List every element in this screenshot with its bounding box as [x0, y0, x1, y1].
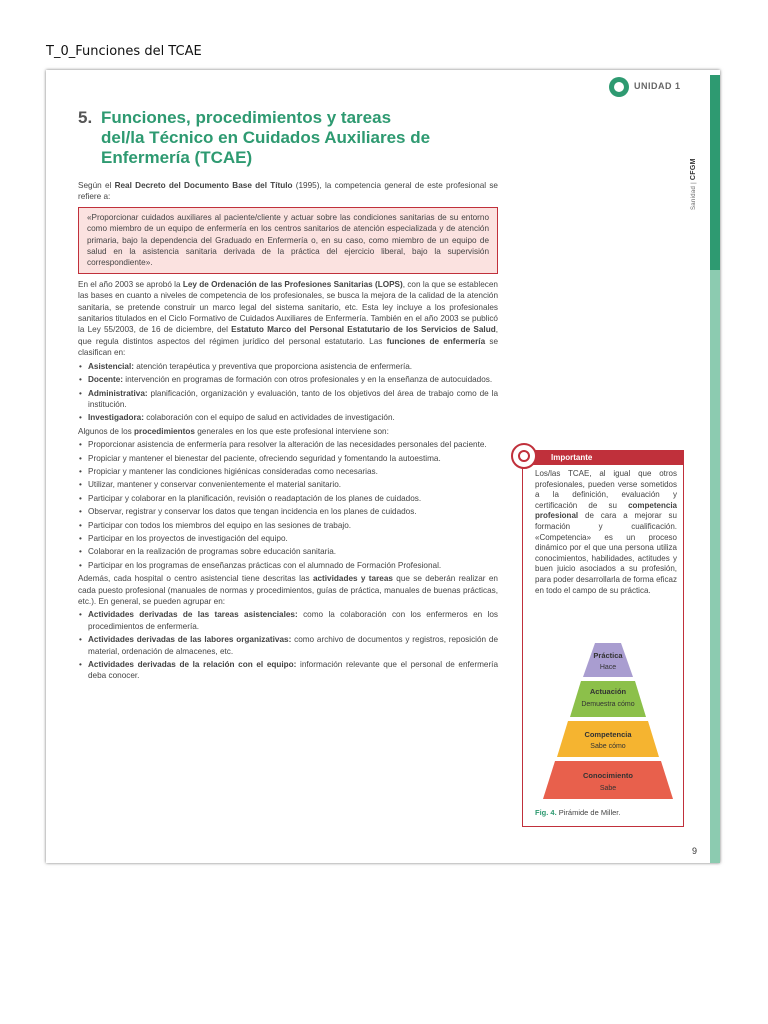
pyramid-level-2-sub: Demuestra cómo — [581, 701, 635, 708]
text-run: Los/las TCAE, al igual que otros profesionales, pueden verse sometidos a la definición, evaluación y certificación de su — [535, 469, 677, 510]
important-text — [523, 465, 683, 596]
list-item: • Participar en los proyectos de investigación del equipo. — [78, 533, 498, 544]
list-text: información relevante que el personal de enfermería deba conocer. — [88, 660, 498, 681]
text-run: , que regula distintos aspectos del régimen jurídico del personal estatutario. Las — [78, 325, 498, 346]
list-term: Actividades derivadas de las tareas asistenciales: — [88, 610, 298, 620]
figure-label: Fig. 4. — [535, 808, 557, 817]
list-term: Actividades derivadas de la relación con el equipo: — [88, 660, 297, 670]
text-run: de cara a mejorar su formación y cualificación. «Competencia» es un proceso dinámico por el que una persona utiliza conocimientos, habilidades, actitudes y buen juicio asociados a su profesión, para poder desarrollarla de forma eficaz en todo el campo de su práctica. — [535, 511, 677, 595]
side-label-bold: CFGM — [690, 158, 697, 181]
unit-logo-icon — [609, 77, 629, 97]
text-run: que se deberán realizar en cada puesto profesional (manuales de normas y procedimientos, guías de práctica, manuales de buenas prácticas, etc.). En general, se pueden agrupar en: — [78, 574, 498, 606]
list-item: • Participar en los programas de enseñanzas prácticas con el alumnado de Formación Profesional. — [78, 560, 498, 571]
actividades-list — [78, 609, 498, 681]
lops-paragraph — [78, 279, 498, 359]
text-run: se clasifican en: — [78, 336, 498, 358]
side-label-plain: Sanidad — [691, 185, 697, 210]
list-term: Administrativa: — [88, 388, 148, 398]
list-item — [78, 634, 498, 657]
pyramid-level-2-title: Actuación — [589, 687, 627, 696]
list-item: • Observar, registrar y conservar los datos que tengan incidencia en los planes de cuidados. — [78, 506, 498, 517]
side-band-light — [710, 270, 720, 863]
list-text: atención terapéutica y preventiva que proporciona asistencia de enfermería. — [133, 361, 413, 371]
list-item: • Participar con todos los miembros del equipo en las sesiones de trabajo. — [78, 520, 498, 531]
text-run-bold: Real Decreto del Documento Base del Título — [114, 181, 293, 190]
text-run-bold: funciones de enfermería — [386, 336, 486, 346]
list-item: • Participar y colaborar en la planificación, revisión o readaptación de los planes de cuidados. — [78, 493, 498, 504]
list-item: • Propiciar y mantener el bienestar del paciente, ofreciendo seguridad y fomentando la autoestima. — [78, 453, 498, 464]
main-text-column — [78, 180, 498, 684]
procedimientos-list — [78, 439, 498, 571]
list-term: Docente: — [88, 375, 124, 385]
pyramid-level-3-shape — [557, 721, 659, 757]
text-run-bold: procedimientos — [134, 426, 195, 436]
list-text: colaboración con el equipo de salud en actividades de investigación. — [143, 413, 395, 423]
list-text: planificación, organización y evaluación, tanto de los objetivos del área de trabajo como de la institución. — [88, 388, 498, 409]
text-run-bold: actividades y tareas — [312, 574, 393, 584]
section-number: 5. — [78, 108, 93, 127]
list-item — [78, 412, 498, 423]
list-text: intervención en programas de formación con otros profesionales y en la enseñanza de autocuidados. — [123, 375, 493, 385]
miller-pyramid — [543, 641, 673, 801]
text-run-bold: Estatuto Marco del Personal Estatutario de los Servicios de Salud — [231, 325, 496, 335]
text-run: Algunos de los — [78, 426, 134, 436]
side-label: Sanidad | CFGM — [690, 158, 697, 210]
text-run: generales en los que este profesional interviene son: — [194, 426, 389, 436]
side-band-dark — [710, 75, 720, 270]
definition-quote: «Proporcionar cuidados auxiliares al paciente/cliente y actuar sobre las condiciones sanitarias de su entorno como miembro de un equipo de enfermería en los centros sanitarios de atención especializada y de atención primaria, bajo la dependencia del Graduado en Enfermería o, en su caso, como miembro de un equipo de salud en la asistencia sanitaria derivada de la práctica del ejercicio liberal, bajo la supervisión correspondiente». — [78, 207, 498, 274]
list-term: Actividades derivadas de las labores organizativas: — [88, 635, 292, 645]
list-item — [78, 361, 498, 372]
text-run: En el año 2003 se aprobó la — [78, 279, 183, 289]
figure-caption — [535, 808, 620, 817]
list-item — [78, 659, 498, 682]
list-text: como la colaboración con los enfermeros en los procedimientos de enfermería. — [88, 610, 498, 631]
text-run: Según el — [78, 181, 115, 190]
list-item — [78, 609, 498, 632]
intro-paragraph — [78, 180, 498, 203]
important-box — [522, 450, 684, 827]
important-heading: Importante — [523, 451, 683, 465]
document-title: T_0_Funciones del TCAE — [46, 44, 202, 59]
list-item: • Proporcionar asistencia de enfermería para resolver la alteración de las necesidades personales del paciente. — [78, 439, 498, 450]
list-text: como archivo de documentos y registros, reposición de material, ordenación de almacenes, etc. — [88, 635, 498, 656]
text-run-bold: Ley de Ordenación de las Profesiones Sanitarias (LOPS) — [182, 279, 403, 289]
text-run: , con la que se establecen las bases en cuanto a niveles de competencia de los profesionales, se busca la mejora de la calidad de la atención sanitaria, se pretende construir un marco legal del sistema sanitario, etc. Esta ley incluye a los profesionales sanitarios titulados en el Ciclo Formativo de Cuidados Auxiliares de Enfermería. También en el año 2003 se publicó la Ley 55/2003, de 16 de diciembre, del — [78, 279, 498, 335]
pyramid-level-4-sub: Sabe — [599, 785, 617, 792]
list-item: • Utilizar, mantener y conservar convenientemente el material sanitario. — [78, 479, 498, 490]
list-item: • Propiciar y mantener las condiciones higiénicas consideradas como necesarias. — [78, 466, 498, 477]
list-term: Investigadora: — [88, 413, 144, 423]
list-item: • Colaborar en la realización de programas sobre educación sanitaria. — [78, 546, 498, 557]
pyramid-level-3-title: Competencia — [584, 730, 632, 739]
pyramid-level-4-shape — [543, 761, 673, 799]
tareas-intro — [78, 573, 498, 607]
pyramid-level-1-title: Práctica — [593, 651, 623, 660]
book-page — [46, 70, 720, 863]
pyramid-level-1-shape — [583, 643, 633, 677]
pyramid-level-3-sub: Sabe cómo — [590, 743, 626, 750]
section-title: Funciones, procedimientos y tareas del/la Técnico en Cuidados Auxiliares de Enfermería (TCAE) — [101, 108, 431, 167]
text-run: (1995), la competencia general de este profesional se refiere a: — [78, 181, 498, 202]
figure-text: Pirámide de Miller. — [556, 808, 621, 817]
unit-label: UNIDAD 1 — [634, 81, 681, 91]
procedimientos-intro — [78, 426, 498, 437]
list-item — [78, 388, 498, 411]
list-term: Asistencial: — [88, 361, 134, 371]
list-item — [78, 374, 498, 385]
pyramid-level-1-sub: Hace — [599, 664, 617, 671]
text-run: Además, cada hospital o centro asistencial tiene descritas las — [78, 574, 313, 584]
page-number: 9 — [692, 846, 698, 856]
target-icon — [511, 443, 537, 469]
funciones-list — [78, 361, 498, 424]
pyramid-level-4-title: Conocimiento — [583, 771, 633, 780]
text-run-bold: competencia profesional — [535, 500, 677, 521]
